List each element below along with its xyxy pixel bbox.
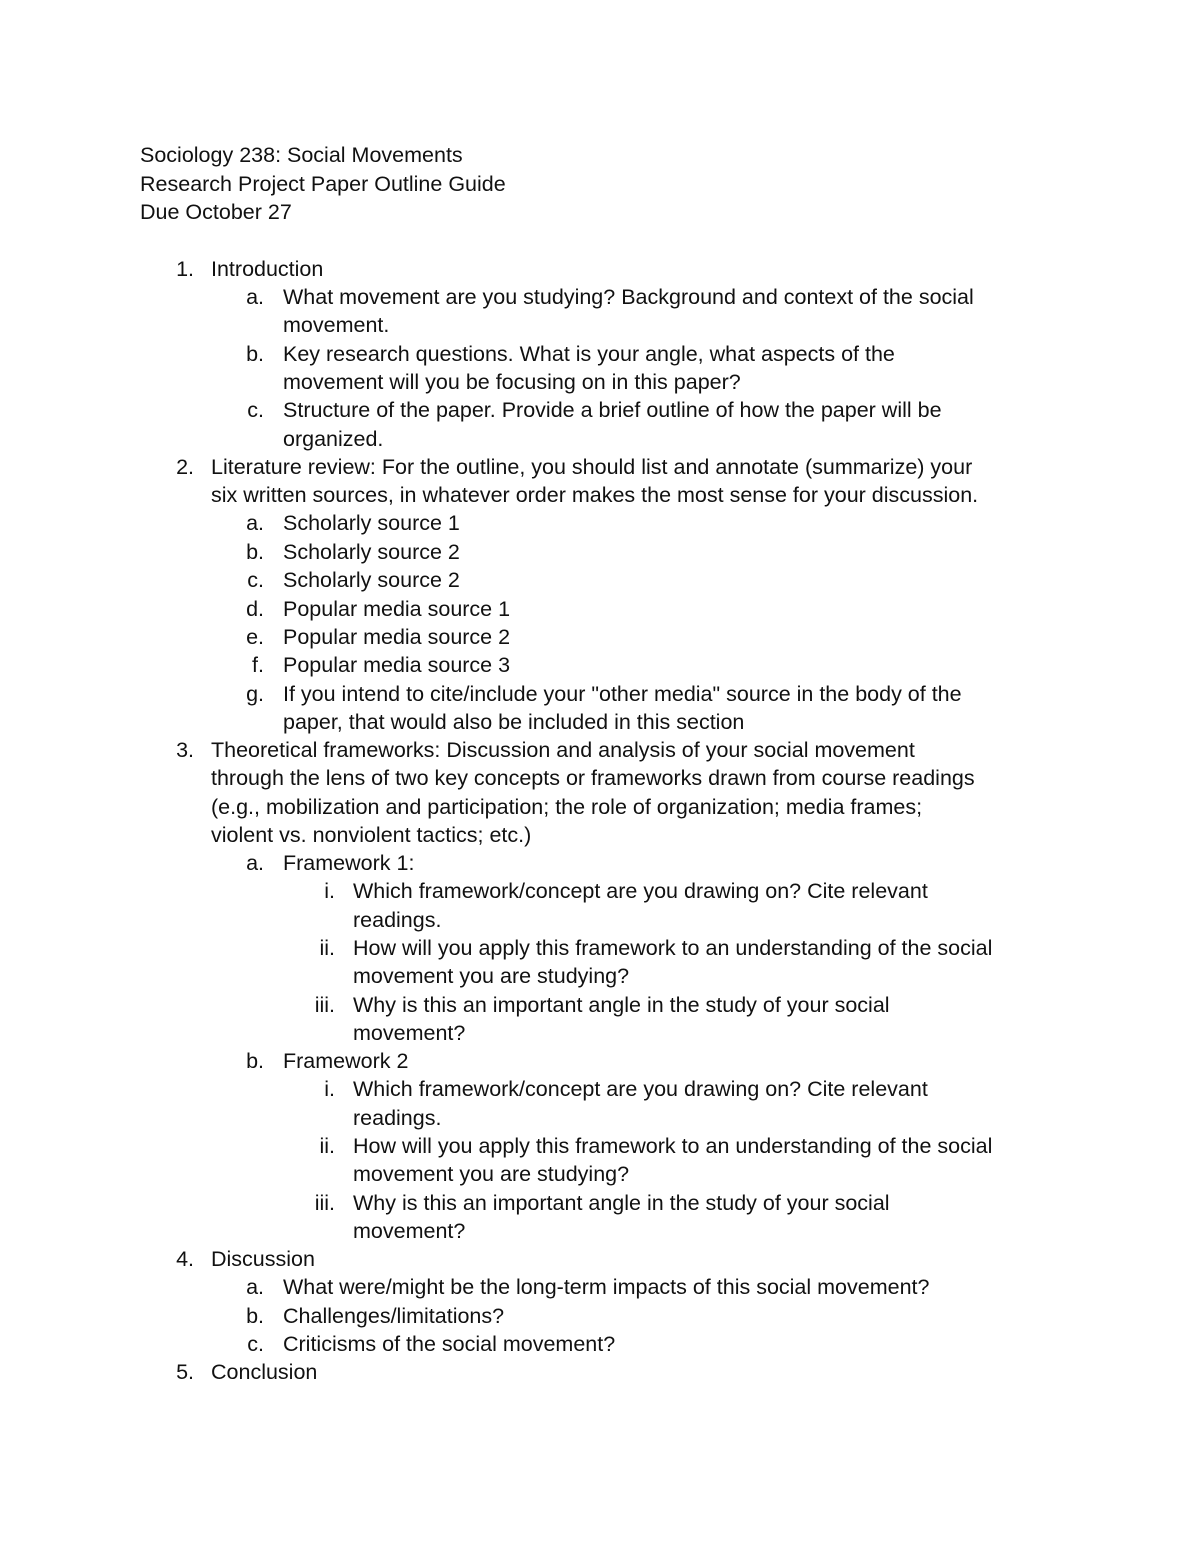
section-heading-introduction: Introduction (211, 257, 324, 281)
list-item-text: Scholarly source 2 (283, 568, 460, 592)
subitem-text: How will you apply this framework to an understanding of the social (353, 1134, 993, 1158)
subitem-text: movement? (353, 1219, 466, 1243)
section-heading-discussion: Discussion (211, 1247, 315, 1271)
list-item-text: Structure of the paper. Provide a brief outline of how the paper will be (283, 398, 942, 422)
item-marker: d. (246, 597, 264, 621)
section-text: six written sources, in whatever order makes the most sense for your discussion. (211, 483, 979, 507)
item-marker: b. (246, 540, 264, 564)
item-marker: b. (246, 1049, 264, 1073)
list-item-text: Framework 2 (283, 1049, 409, 1073)
list-item-text: Challenges/limitations? (283, 1304, 505, 1328)
subitem-text: movement? (353, 1021, 466, 1045)
section-text: through the lens of two key concepts or frameworks drawn from course readings (211, 766, 975, 790)
subitem-text: Which framework/concept are you drawing on? Cite relevant (353, 1077, 928, 1101)
course-title: Sociology 238: Social Movements (140, 143, 463, 167)
list-item-text: Framework 1: (283, 851, 415, 875)
section-marker: 4. (176, 1247, 194, 1271)
subitem-text: Which framework/concept are you drawing on? Cite relevant (353, 879, 928, 903)
section-heading-theoretical-frameworks: Theoretical frameworks: Discussion and analysis of your social movement (211, 738, 915, 762)
subitem-text: readings. (353, 908, 442, 932)
item-marker: e. (246, 625, 264, 649)
list-item-text: Criticisms of the social movement? (283, 1332, 616, 1356)
item-marker: c. (247, 1332, 264, 1356)
list-item-text: Scholarly source 1 (283, 511, 460, 535)
item-marker: a. (246, 285, 264, 309)
section-heading-literature-review: Literature review: For the outline, you should list and annotate (summarize) your (211, 455, 973, 479)
section-heading-conclusion: Conclusion (211, 1360, 318, 1384)
subitem-text: movement you are studying? (353, 964, 630, 988)
subitem-marker: iii. (314, 1191, 335, 1215)
list-item-text: paper, that would also be included in this section (283, 710, 745, 734)
section-marker: 5. (176, 1360, 194, 1384)
list-item-text: What movement are you studying? Background and context of the social (283, 285, 974, 309)
list-item-text: Popular media source 3 (283, 653, 511, 677)
list-item-text: Scholarly source 2 (283, 540, 460, 564)
list-item-text: Popular media source 2 (283, 625, 511, 649)
due-date: Due October 27 (140, 200, 292, 224)
item-marker: b. (246, 1304, 264, 1328)
subitem-text: Why is this an important angle in the study of your social (353, 1191, 890, 1215)
subitem-marker: i. (324, 879, 335, 903)
item-marker: a. (246, 1275, 264, 1299)
list-item-text: movement. (283, 313, 390, 337)
list-item-text: organized. (283, 427, 384, 451)
subitem-text: Why is this an important angle in the study of your social (353, 993, 890, 1017)
item-marker: b. (246, 342, 264, 366)
item-marker: g. (246, 682, 264, 706)
list-item-text: movement will you be focusing on in this paper? (283, 370, 741, 394)
item-marker: f. (252, 653, 264, 677)
subitem-marker: iii. (314, 993, 335, 1017)
list-item-text: If you intend to cite/include your "other media" source in the body of the (283, 682, 962, 706)
list-item-text: Popular media source 1 (283, 597, 511, 621)
section-marker: 3. (176, 738, 194, 762)
list-item-text: Key research questions. What is your angle, what aspects of the (283, 342, 895, 366)
subitem-marker: ii. (319, 936, 335, 960)
item-marker: c. (247, 398, 264, 422)
section-marker: 1. (176, 257, 194, 281)
section-marker: 2. (176, 455, 194, 479)
subitem-text: readings. (353, 1106, 442, 1130)
item-marker: a. (246, 851, 264, 875)
section-text: violent vs. nonviolent tactics; etc.) (211, 823, 532, 847)
item-marker: c. (247, 568, 264, 592)
item-marker: a. (246, 511, 264, 535)
list-item-text: What were/might be the long-term impacts of this social movement? (283, 1275, 930, 1299)
subitem-text: How will you apply this framework to an understanding of the social (353, 936, 993, 960)
document-title: Research Project Paper Outline Guide (140, 172, 506, 196)
section-text: (e.g., mobilization and participation; the role of organization; media frames; (211, 795, 923, 819)
subitem-marker: i. (324, 1077, 335, 1101)
subitem-text: movement you are studying? (353, 1162, 630, 1186)
subitem-marker: ii. (319, 1134, 335, 1158)
